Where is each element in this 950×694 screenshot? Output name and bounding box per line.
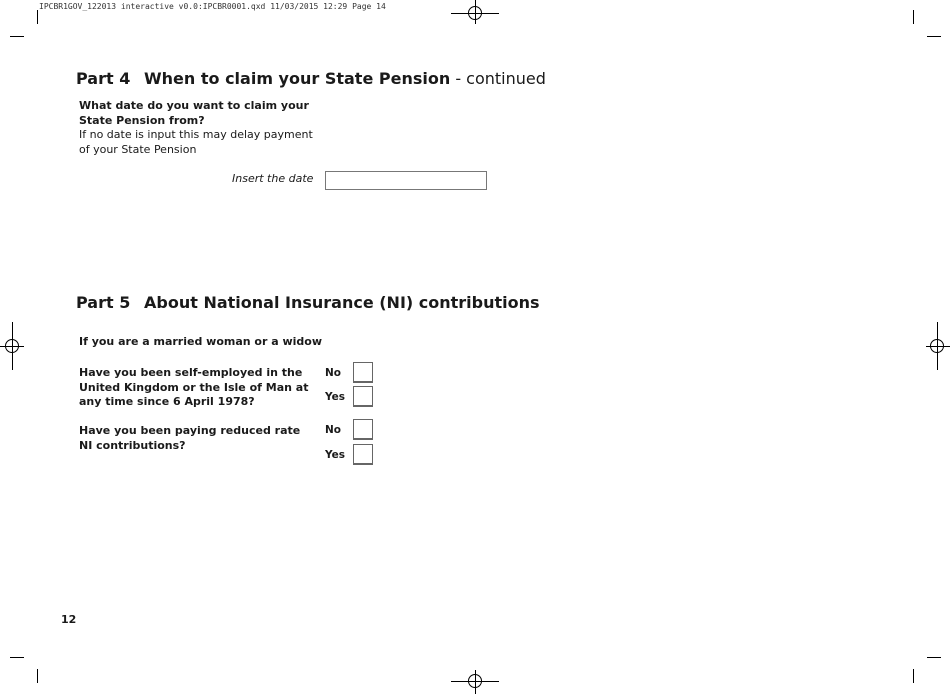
self-employed-no-label: No bbox=[325, 367, 342, 379]
reduced-rate-question-line2: NI contributions? bbox=[79, 438, 186, 452]
insert-date-label: Insert the date bbox=[232, 172, 314, 185]
self-employed-question-line2: United Kingdom or the Isle of Man at bbox=[79, 380, 309, 394]
self-employed-yes-checkbox[interactable] bbox=[353, 386, 373, 407]
part4-heading bbox=[76, 69, 546, 88]
page-number: 12 bbox=[61, 613, 77, 626]
print-slug: IPCBR1GOV_122013 interactive v0.0:IPCBR0001.qxd 11/03/2015 12:29 Page 14 bbox=[39, 2, 386, 11]
married-woman-heading: If you are a married woman or a widow bbox=[79, 335, 323, 348]
reduced-rate-no-label: No bbox=[325, 424, 342, 436]
reduced-rate-yes-label: Yes bbox=[325, 449, 346, 461]
reduced-rate-no-checkbox[interactable] bbox=[353, 419, 373, 440]
part5-number: Part 5 bbox=[76, 293, 131, 312]
self-employed-yes-label: Yes bbox=[325, 391, 346, 403]
part4-continued: - continued bbox=[450, 69, 546, 88]
part4-number: Part 4 bbox=[76, 69, 131, 88]
claim-date-field[interactable] bbox=[325, 171, 487, 190]
reduced-rate-yes-checkbox[interactable] bbox=[353, 444, 373, 465]
claim-date-note-line1: If no date is input this may delay payment bbox=[79, 128, 313, 141]
claim-date-question-line1: What date do you want to claim your bbox=[79, 99, 309, 112]
claim-date-note-line2: of your State Pension bbox=[79, 142, 197, 156]
reduced-rate-question-line1: Have you been paying reduced rate bbox=[79, 424, 301, 437]
claim-date-question bbox=[79, 99, 313, 157]
self-employed-no-checkbox[interactable] bbox=[353, 362, 373, 383]
self-employed-question-line1: Have you been self-employed in the bbox=[79, 366, 303, 379]
self-employed-question bbox=[79, 366, 308, 410]
reduced-rate-question bbox=[79, 424, 300, 453]
part4-title: When to claim your State Pension bbox=[144, 69, 451, 88]
part5-title: About National Insurance (NI) contributions bbox=[144, 293, 540, 312]
claim-date-question-line2: State Pension from? bbox=[79, 113, 205, 127]
self-employed-question-line3: any time since 6 April 1978? bbox=[79, 395, 255, 408]
part5-heading bbox=[76, 293, 540, 312]
